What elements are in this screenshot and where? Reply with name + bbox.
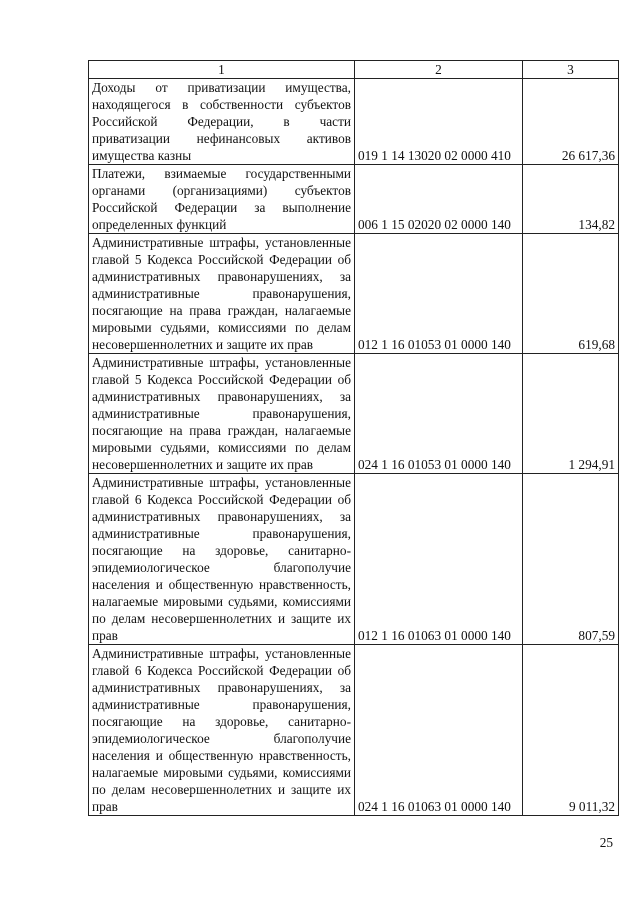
column-header-2: 2 — [355, 61, 523, 79]
row-amount: 26 617,36 — [523, 79, 619, 165]
row-amount: 134,82 — [523, 165, 619, 234]
table-row — [89, 645, 619, 816]
table-header — [89, 61, 619, 79]
row-name: Административные штрафы, установленные главой 5 Кодекса Российской Федерации об административных правонарушениях, за административные правонарушения, посягающие на права граждан, налагаемые мировыми судьями, комиссиями по делам несовершеннолетних и защите их прав — [89, 234, 355, 354]
row-code: 024 1 16 01063 01 0000 140 — [355, 645, 523, 816]
row-amount: 1 294,91 — [523, 354, 619, 474]
revenue-table — [88, 60, 619, 816]
row-name: Административные штрафы, установленные главой 6 Кодекса Российской Федерации об административных правонарушениях, за административные правонарушения, посягающие на здоровье, санитарно-эпидемиологическое благополучие населения и общественную нравственность, налагаемые мировыми судьями, комиссиями по делам несовершеннолетних и защите их прав — [89, 645, 355, 816]
row-amount: 9 011,32 — [523, 645, 619, 816]
row-name: Административные штрафы, установленные главой 6 Кодекса Российской Федерации об административных правонарушениях, за административные правонарушения, посягающие на здоровье, санитарно-эпидемиологическое благополучие населения и общественную нравственность, налагаемые мировыми судьями, комиссиями по делам несовершеннолетних и защите их прав — [89, 474, 355, 645]
table-row — [89, 354, 619, 474]
row-code: 019 1 14 13020 02 0000 410 — [355, 79, 523, 165]
row-name: Административные штрафы, установленные главой 5 Кодекса Российской Федерации об административных правонарушениях, за административные правонарушения, посягающие на права граждан, налагаемые мировыми судьями, комиссиями по делам несовершеннолетних и защите их прав — [89, 354, 355, 474]
row-code: 024 1 16 01053 01 0000 140 — [355, 354, 523, 474]
table-row — [89, 165, 619, 234]
row-amount: 619,68 — [523, 234, 619, 354]
row-name: Доходы от приватизации имущества, находящегося в собственности субъектов Российской Федерации, в части приватизации нефинансовых активов имущества казны — [89, 79, 355, 165]
table-row — [89, 234, 619, 354]
table-body — [89, 79, 619, 816]
header-row — [89, 61, 619, 79]
row-code: 012 1 16 01063 01 0000 140 — [355, 474, 523, 645]
row-code: 006 1 15 02020 02 0000 140 — [355, 165, 523, 234]
row-code: 012 1 16 01053 01 0000 140 — [355, 234, 523, 354]
table-row — [89, 79, 619, 165]
page-number: 25 — [599, 835, 613, 850]
table-row — [89, 474, 619, 645]
row-name: Платежи, взимаемые государственными органами (организациями) субъектов Российской Федерации за выполнение определенных функций — [89, 165, 355, 234]
column-header-1: 1 — [89, 61, 355, 79]
row-amount: 807,59 — [523, 474, 619, 645]
column-header-3: 3 — [523, 61, 619, 79]
